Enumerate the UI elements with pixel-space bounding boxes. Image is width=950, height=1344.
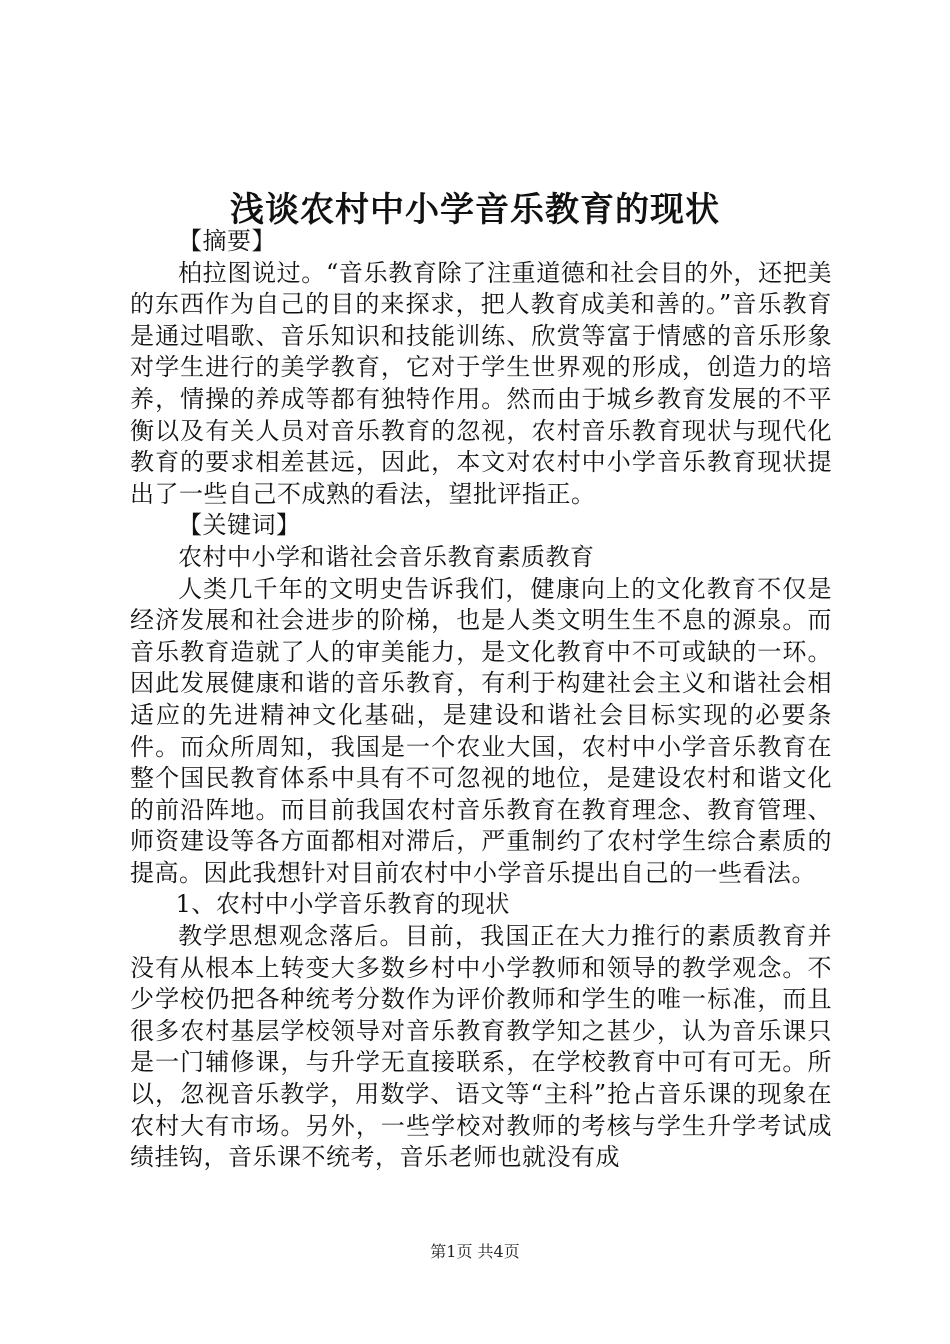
page-footer: 第1页 共4页 <box>430 1242 520 1261</box>
intro-paragraph: 人类几千年的文明史告诉我们，健康向上的文化教育不仅是经济发展和社会进步的阶梯，也是人类文明生生不息的源泉。而音乐教育造就了人的审美能力，是文化教育中不可或缺的一环。因此发展健康和谐的音乐教育，有利于构建社会主义和谐社会相适应的先进精神文化基础，是建设和谐社会目标实现的必要条件。而众所周知，我国是一个农业大国，农村中小学音乐教育在整个国民教育体系中具有不可忽视的地位，是建设农村和谐文化的前沿阵地。而目前我国农村音乐教育在教育理念、教育管理、师资建设等各方面都相对滞后，严重制约了农村学生综合素质的提高。因此我想针对目前农村中小学音乐提出自己的一些看法。 <box>130 574 832 887</box>
keywords-paragraph: 农村中小学和谐社会音乐教育素质教育 <box>178 542 595 571</box>
abstract-heading: 【摘要】 <box>178 227 276 255</box>
keywords-heading: 【关键词】 <box>178 511 301 540</box>
abstract-paragraph: 柏拉图说过。“音乐教育除了注重道德和社会目的外，还把美的东西作为自己的目的来探求，把人教育成美和善的。”音乐教育是通过唱歌、音乐知识和技能训练、欣赏等富于情感的音乐形象对学生进行的美学教育，它对于学生世界观的形成，创造力的培养，情操的养成等都有独特作用。然而由于城乡教育发展的不平衡以及有关人员对音乐教育的忽视，农村音乐教育现状与现代化教育的要求相差甚远，因此，本文对农村中小学音乐教育现状提出了一些自己不成熟的看法，望批评指正。 <box>130 258 832 508</box>
section-heading: 1、农村中小学音乐教育的现状 <box>175 890 510 919</box>
section-paragraph: 教学思想观念落后。目前，我国正在大力推行的素质教育并没有从根本上转变大多数乡村中小学教师和领导的教学观念。不少学校仍把各种统考分数作为评价教师和学生的唯一标准，而且很多农村基层学校领导对音乐教育教学知之甚少，认为音乐课只是一门辅修课，与升学无直接联系，在学校教育中可有可无。所以，忽视音乐教学，用数学、语文等“主科”抢占音乐课的现象在农村大有市场。另外，一些学校对教师的考核与学生升学考试成绩挂钩，音乐课不统考，音乐老师也就没有成 <box>130 922 832 1172</box>
document-title: 浅谈农村中小学音乐教育的现状 <box>230 190 720 230</box>
document-body <box>130 226 832 1174</box>
